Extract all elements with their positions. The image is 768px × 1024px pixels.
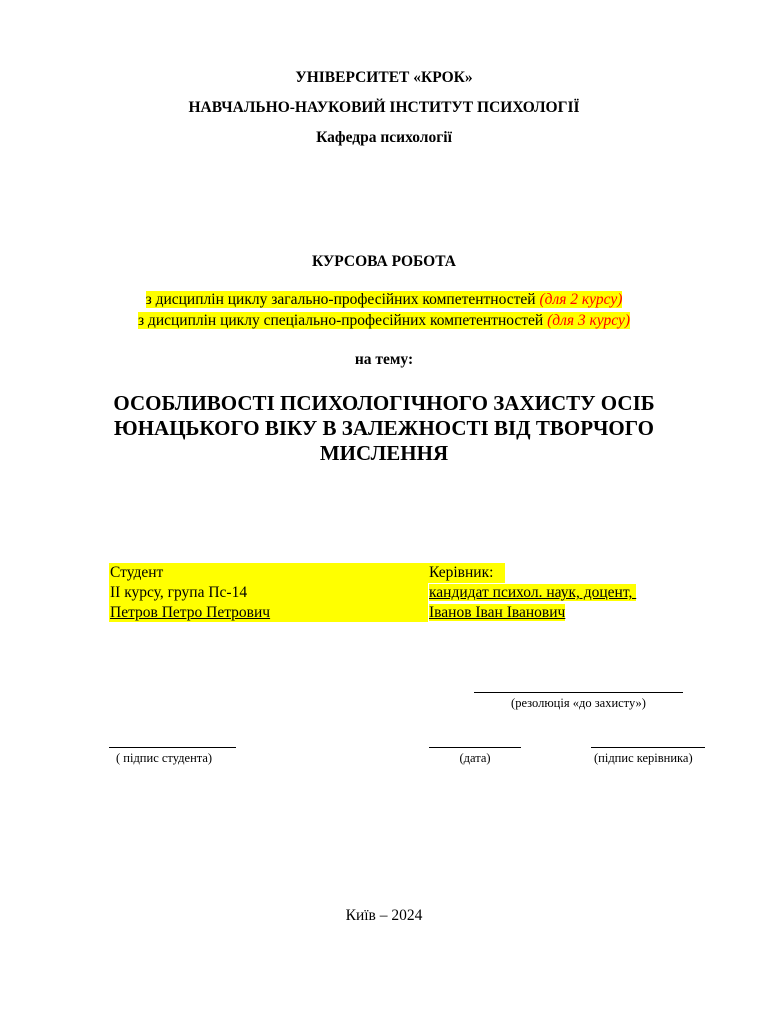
student-name: Петров Петро Петрович [110,604,271,621]
department-name: Кафедра психології [316,129,452,146]
discipline-line-1-highlight [146,291,623,308]
date-caption: (дата) [459,751,491,765]
discipline-line-1-note: (для 2 курсу) [539,291,623,308]
student-signature-line [109,747,236,748]
supervisor-signature-line [591,747,705,748]
city-year: Київ – 2024 [345,907,423,924]
supervisor-name [429,603,565,623]
discipline-line-2 [0,312,768,330]
on-topic-label: на тему: [354,351,414,368]
resolution-line [474,692,683,693]
discipline-line-1-text: з дисциплін циклу загально-професійних компетентностей [145,291,540,308]
student-label: Студент [110,564,164,581]
supervisor-degree-text: кандидат психол. наук, доцент, [429,584,637,601]
supervisor-name-text: Іванов Іван Іванович [429,604,566,621]
topic-line-3: МИСЛЕННЯ [319,441,449,465]
resolution-caption: (резолюція «до захисту») [511,696,646,710]
institute-name: НАВЧАЛЬНО-НАУКОВИЙ ІНСТИТУТ ПСИХОЛОГІЇ [188,99,580,116]
discipline-line-2-highlight [138,312,630,329]
discipline-line-2-text: з дисциплін циклу спеціально-професійних компетентностей [137,312,548,329]
date-line [429,747,521,748]
topic-line-2: ЮНАЦЬКОГО ВІКУ В ЗАЛЕЖНОСТІ ВІД ТВОРЧОГО [114,416,654,440]
discipline-line-2-note: (для 3 курсу) [547,312,631,329]
university-name: УНІВЕРСИТЕТ «КРОК» [295,69,473,86]
supervisor-signature-caption: (підпис керівника) [594,751,693,765]
discipline-line-1 [0,291,768,309]
student-signature-caption: ( підпис студента) [116,751,213,765]
topic-line-1: ОСОБЛИВОСТІ ПСИХОЛОГІЧНОГО ЗАХИСТУ ОСІБ [113,391,655,415]
student-course-group: ІІ курсу, група Пс-14 [110,584,248,601]
supervisor-label: Керівник: [429,564,494,581]
work-type: КУРСОВА РОБОТА [311,253,457,270]
supervisor-degree [429,583,636,603]
